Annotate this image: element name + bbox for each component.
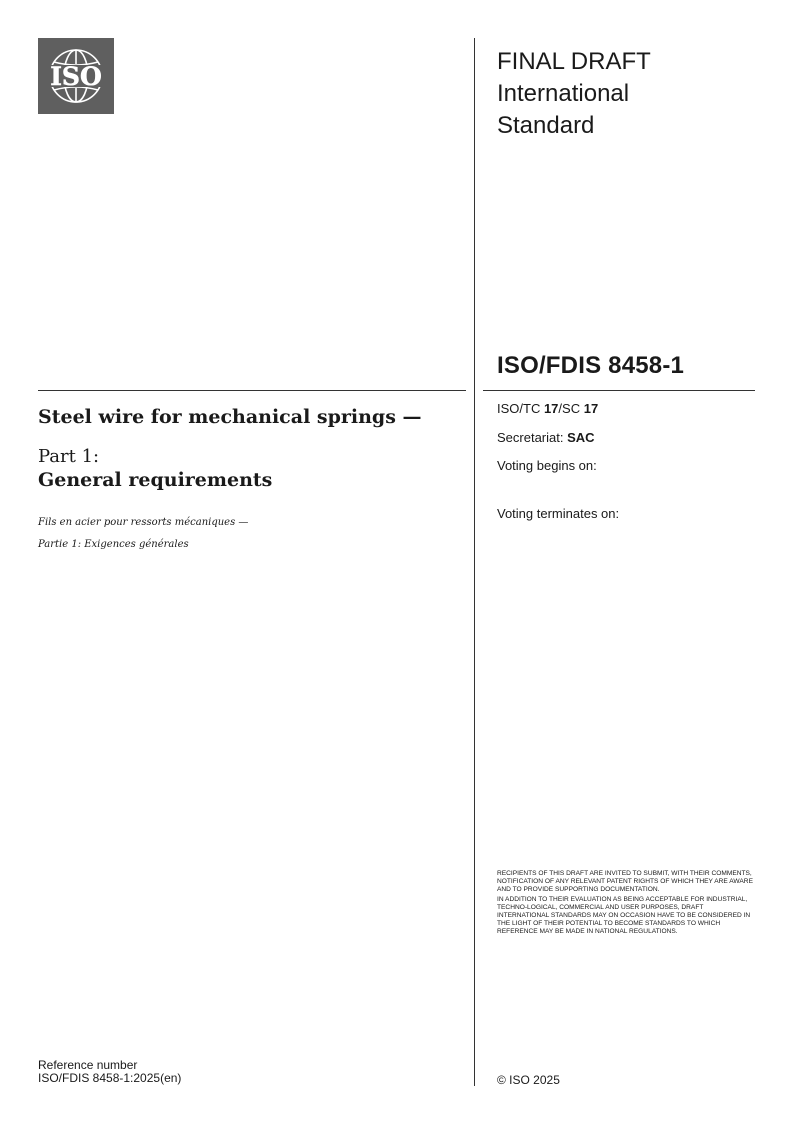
sc-number: 17 bbox=[583, 401, 599, 416]
reference-label: Reference number bbox=[38, 1058, 138, 1072]
reference-number bbox=[38, 1059, 181, 1085]
voting-begins-label: Voting begins on: bbox=[497, 458, 597, 473]
iso-logo-text: ISO bbox=[50, 62, 102, 91]
secretariat-value: SAC bbox=[567, 430, 595, 445]
committee-line bbox=[497, 401, 598, 416]
secretariat-line bbox=[497, 430, 595, 445]
voting-terminates-label: Voting terminates on: bbox=[497, 506, 620, 521]
document-stage-heading bbox=[497, 46, 747, 142]
heading-line-3: Standard bbox=[497, 112, 595, 139]
sc-prefix: /SC bbox=[558, 401, 584, 416]
iso-logo bbox=[38, 38, 114, 114]
french-title-line-1: Fils en acier pour ressorts mécaniques — bbox=[38, 517, 249, 528]
committee-prefix: ISO/TC bbox=[497, 401, 544, 416]
part-title: General requirements bbox=[38, 469, 273, 491]
reference-value: ISO/FDIS 8458-1:2025(en) bbox=[38, 1071, 182, 1085]
part-label: Part 1: bbox=[38, 446, 100, 467]
notice-paragraph-1: RECIPIENTS OF THIS DRAFT ARE INVITED TO SUBMIT, WITH THEIR COMMENTS, NOTIFICATION OF ANY RELEVANT PATENT RIGHTS OF WHICH THEY ARE AWARE AND TO PROVIDE SUPPORTING DOCUMENTATION. bbox=[497, 870, 753, 893]
globe-icon bbox=[38, 38, 114, 114]
document-title: Steel wire for mechanical springs — bbox=[38, 406, 422, 428]
title-divider-right bbox=[483, 390, 755, 391]
title-divider-left bbox=[38, 390, 466, 391]
heading-line-1: FINAL DRAFT bbox=[497, 48, 651, 75]
document-number: ISO/FDIS 8458-1 bbox=[497, 352, 685, 379]
french-title-line-2: Partie 1: Exigences générales bbox=[38, 539, 189, 550]
vertical-divider bbox=[474, 38, 475, 1086]
copyright-notice: © ISO 2025 bbox=[497, 1073, 560, 1087]
heading-line-2: International bbox=[497, 80, 630, 107]
recipients-notice bbox=[497, 870, 757, 938]
notice-paragraph-2: IN ADDITION TO THEIR EVALUATION AS BEING ACCEPTABLE FOR INDUSTRIAL, TECHNO-LOGICAL, COMMERCIAL AND USER PURPOSES, DRAFT INTERNATIONAL STANDARDS MAY ON OCCASION HAVE TO BE CONSIDERED IN THE LIGHT OF THEIR POTENTIAL TO BECOME STANDARDS TO WHICH REFERENCE MAY BE MADE IN NATIONAL REGULATIONS. bbox=[497, 896, 751, 935]
tc-number: 17 bbox=[543, 401, 559, 416]
french-title bbox=[38, 512, 248, 556]
secretariat-label: Secretariat: bbox=[497, 430, 568, 445]
